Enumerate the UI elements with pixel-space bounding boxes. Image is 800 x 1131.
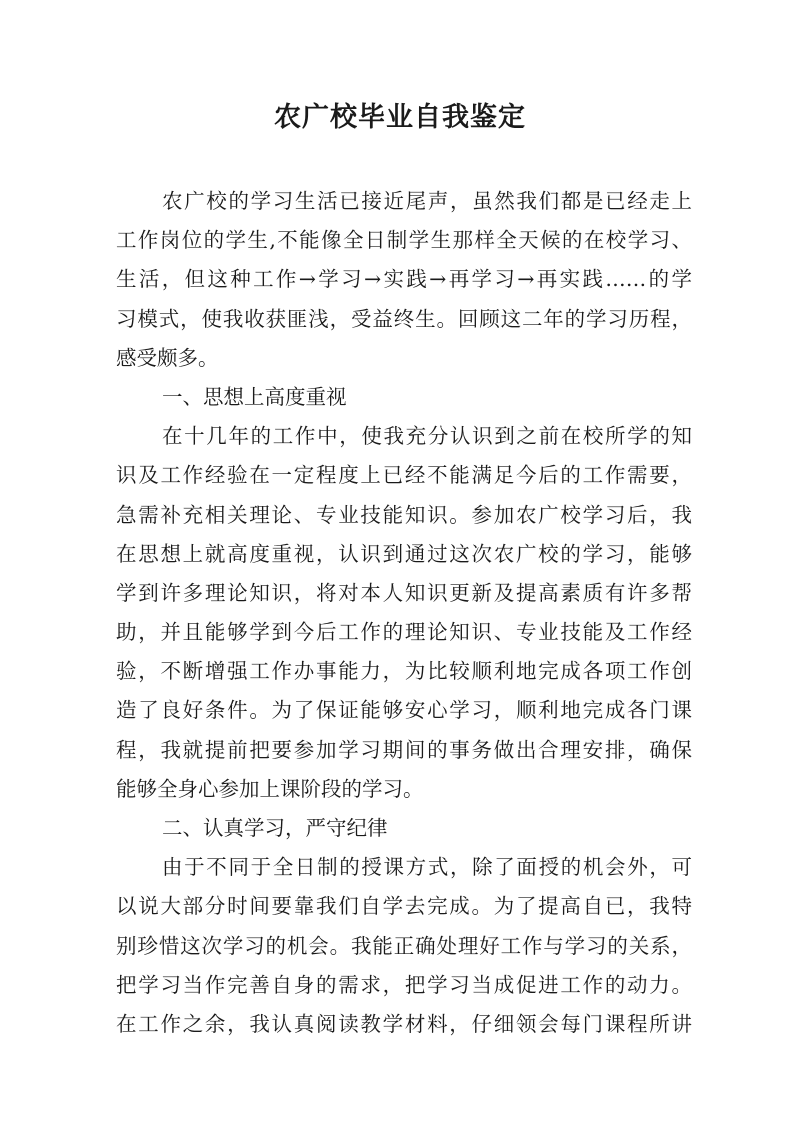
text-line: 急需补充相关理论、专业技能知识。参加农广校学习后，我 <box>116 502 692 527</box>
text-line: 一、思想上高度重视 <box>162 384 347 409</box>
text-line: 以说大部分时间要靠我们自学去完成。为了提高自已，我特 <box>116 894 692 919</box>
text-line: 验，不断增强工作办事能力，为比较顺利地完成各项工作创 <box>116 659 692 684</box>
text-line: 习模式，使我收获匪浅，受益终生。回顾这二年的学习历程， <box>116 306 692 331</box>
text-line: 工作岗位的学生,不能像全日制学生那样全天候的在校学习、 <box>116 228 692 253</box>
text-line: 识及工作经验在一定程度上已经不能满足今后的工作需要， <box>116 463 692 488</box>
text-line: 在工作之余，我认真阅读教学材料，仔细领会每门课程所讲 <box>116 1011 692 1036</box>
text-line: 生活，但这种工作→学习→实践→再学习→再实践……的学 <box>116 267 692 292</box>
text-line: 程，我就提前把要参加学习期间的事务做出合理安排，确保 <box>116 737 692 762</box>
text-line: 造了良好条件。为了保证能够安心学习，顺利地完成各门课 <box>116 698 692 723</box>
text-line: 把学习当作完善自身的需求，把学习当成促进工作的动力。 <box>116 972 692 997</box>
text-line: 农广校的学习生活已接近尾声，虽然我们都是已经走上 <box>162 189 692 213</box>
text-line: 能够全身心参加上课阶段的学习。 <box>116 776 424 801</box>
document-body <box>116 182 692 1044</box>
text-line: 感受颇多。 <box>116 345 219 370</box>
text-line: 在十几年的工作中，使我充分认识到之前在校所学的知 <box>162 424 692 449</box>
text-line: 别珍惜这次学习的机会。我能正确处理好工作与学习的关系， <box>116 933 692 958</box>
text-line: 二、认真学习，严守纪律 <box>162 816 388 840</box>
text-line: 助，并且能够学到今后工作的理论知识、专业技能及工作经 <box>116 620 692 645</box>
text-line: 由于不同于全日制的授课方式，除了面授的机会外，可 <box>162 855 692 880</box>
text-line: 学到许多理论知识，将对本人知识更新及提高素质有许多帮 <box>116 580 692 605</box>
text-line: 在思想上就高度重视，认识到通过这次农广校的学习，能够 <box>116 541 692 566</box>
document-title: 农广校毕业自我鉴定 <box>274 102 526 133</box>
